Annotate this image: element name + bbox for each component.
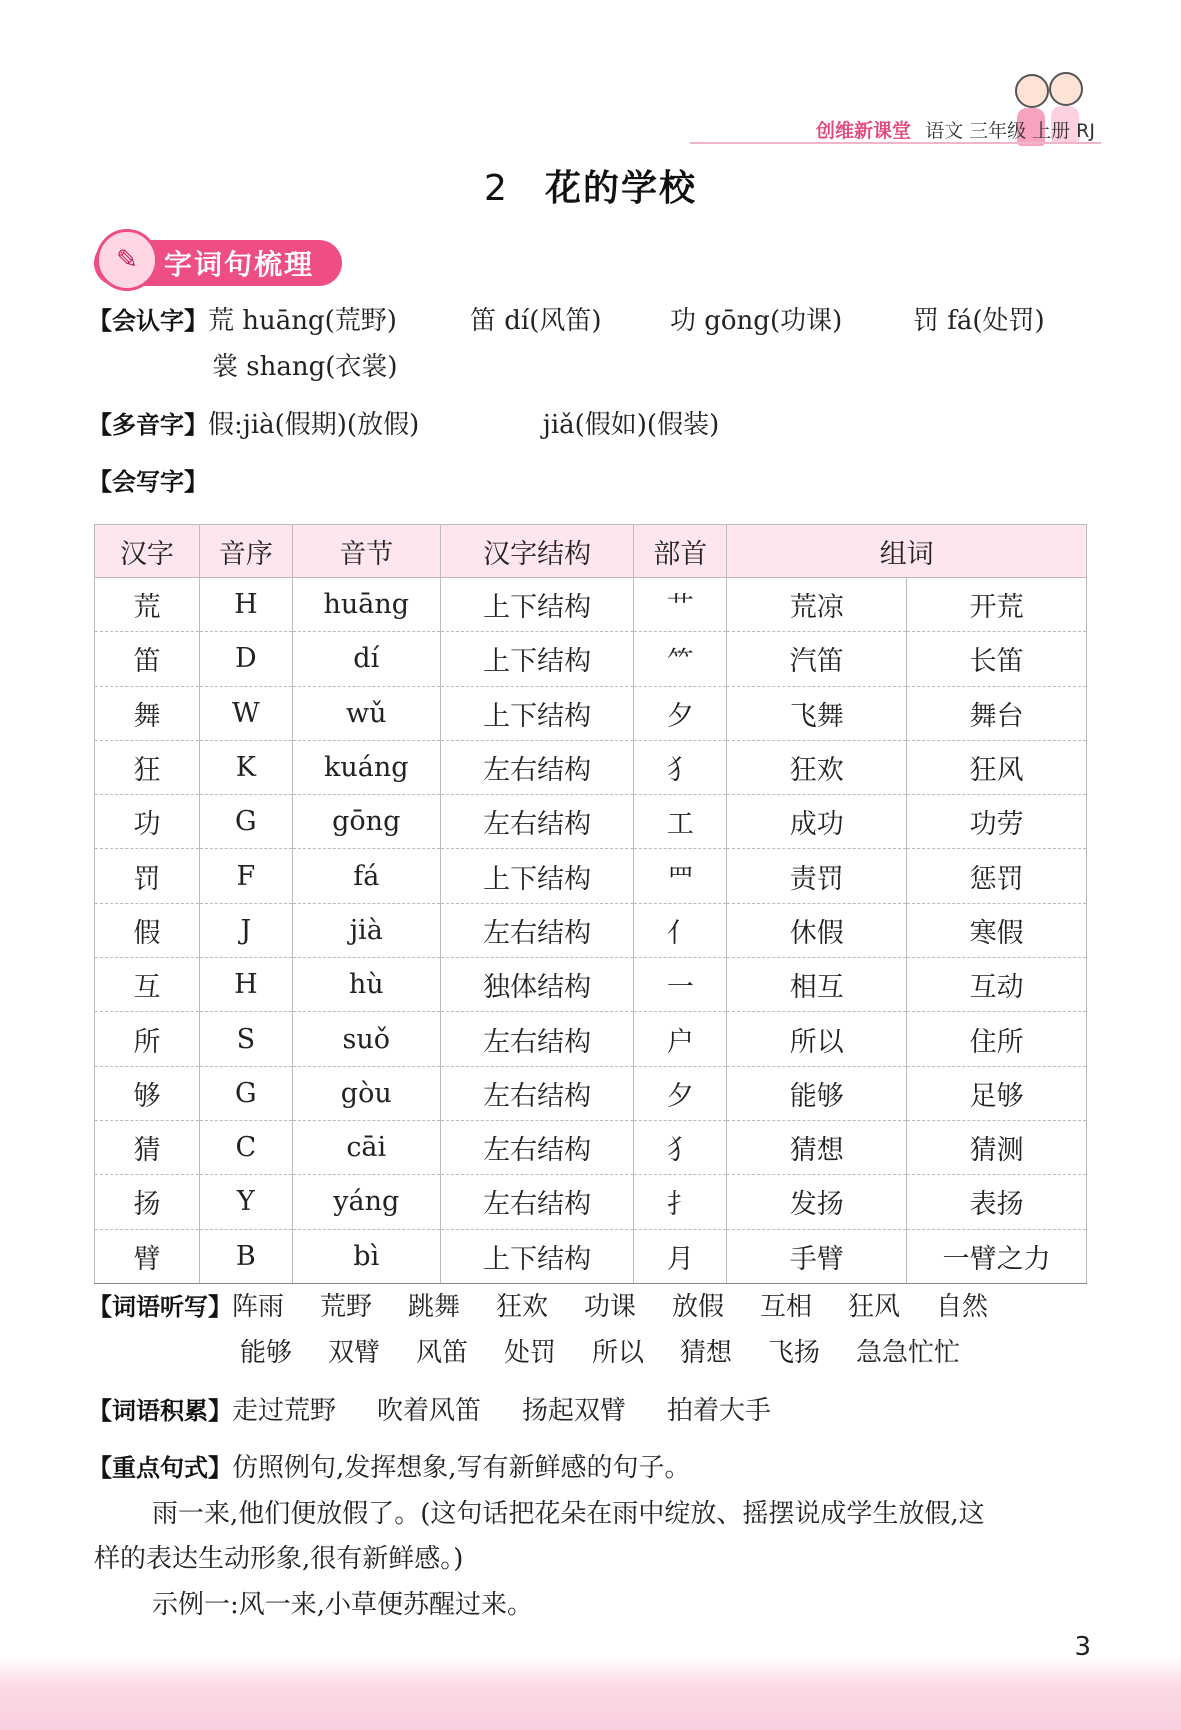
accumulate-phrase: 拍着大手 — [667, 1396, 772, 1426]
dictation-word: 放假 — [672, 1292, 725, 1322]
cell-structure: 左右结构 — [440, 903, 634, 957]
dictation-word: 飞扬 — [768, 1338, 821, 1368]
section-label: 字词句梳理 — [164, 248, 315, 281]
characters-table — [94, 524, 1087, 1284]
running-header — [816, 112, 1095, 146]
polyphone-head: 假: — [208, 410, 243, 440]
table-row — [95, 686, 1087, 740]
accumulate-phrase: 扬起双臂 — [522, 1396, 627, 1426]
cell-word: 手臂 — [727, 1229, 907, 1283]
pattern-row — [88, 1447, 691, 1484]
polyphone-row — [88, 404, 719, 441]
girl-head — [1049, 72, 1083, 106]
cell-char: 够 — [95, 1066, 200, 1120]
cell-word: 飞舞 — [727, 686, 907, 740]
cell-word: 互动 — [907, 958, 1087, 1012]
accumulate-phrase: 走过荒野 — [232, 1396, 337, 1426]
header-divider — [690, 142, 1101, 144]
recognize-row-1 — [88, 300, 1045, 337]
cell-structure: 上下结构 — [440, 578, 634, 632]
example-line-1: 雨一来,他们便放假了。(这句话把花朵在雨中绽放、摇摆说成学生放假,这 — [152, 1499, 985, 1529]
cell-pinyin: hù — [292, 958, 440, 1012]
cell-seq: D — [199, 632, 292, 686]
book-mascot-icon: ✎ — [96, 229, 158, 291]
cell-word: 相互 — [727, 958, 907, 1012]
col-header-radical: 部首 — [634, 525, 727, 578]
cell-word: 狂风 — [907, 740, 1087, 794]
cell-word: 舞台 — [907, 686, 1087, 740]
cell-radical: 户 — [634, 1012, 727, 1066]
dictation-word: 自然 — [936, 1292, 989, 1322]
cell-radical: 夕 — [634, 1066, 727, 1120]
cell-seq: F — [199, 849, 292, 903]
cell-structure: 左右结构 — [440, 1175, 634, 1229]
cell-radical: 夕 — [634, 686, 727, 740]
dictation-word: 所以 — [592, 1338, 645, 1368]
dictation-word: 阵雨 — [232, 1292, 285, 1322]
cell-word: 荒凉 — [727, 578, 907, 632]
lesson-title: 花的学校 — [544, 168, 697, 209]
cell-seq: J — [199, 903, 292, 957]
dictation-word: 急急忙忙 — [856, 1338, 961, 1368]
cell-structure: 上下结构 — [440, 849, 634, 903]
cell-radical: 犭 — [634, 740, 727, 794]
cell-word: 住所 — [907, 1012, 1087, 1066]
cell-structure: 左右结构 — [440, 1012, 634, 1066]
cell-word: 惩罚 — [907, 849, 1087, 903]
cell-char: 所 — [95, 1012, 200, 1066]
cell-pinyin: wǔ — [292, 686, 440, 740]
cell-seq: H — [199, 958, 292, 1012]
cell-seq: G — [199, 1066, 292, 1120]
dictation-row-2 — [240, 1332, 960, 1369]
cell-pinyin: jià — [292, 903, 440, 957]
cell-char: 狂 — [95, 740, 200, 794]
table-row — [95, 1120, 1087, 1174]
cell-pinyin: yáng — [292, 1175, 440, 1229]
cell-structure: 上下结构 — [440, 686, 634, 740]
table-row — [95, 795, 1087, 849]
cell-word: 所以 — [727, 1012, 907, 1066]
dictation-word: 能够 — [240, 1338, 293, 1368]
cell-word: 狂欢 — [727, 740, 907, 794]
cell-pinyin: bì — [292, 1229, 440, 1283]
cell-char: 猜 — [95, 1120, 200, 1174]
table-row — [95, 578, 1087, 632]
cell-radical: 扌 — [634, 1175, 727, 1229]
cell-char: 功 — [95, 795, 200, 849]
dictation-word: 风笛 — [416, 1338, 469, 1368]
dictation-word: 荒野 — [320, 1292, 373, 1322]
cell-seq: G — [199, 795, 292, 849]
cell-seq: S — [199, 1012, 292, 1066]
cell-word: 开荒 — [907, 578, 1087, 632]
recognize-tag: 【会认字】 — [88, 307, 208, 335]
cell-radical: 工 — [634, 795, 727, 849]
header-meta: 语文 三年级 上册 RJ — [925, 119, 1095, 142]
write-tag: 【会写字】 — [88, 468, 208, 496]
table-header-row — [95, 525, 1087, 578]
table-row — [95, 849, 1087, 903]
cell-radical: 一 — [634, 958, 727, 1012]
dictation-tag: 【词语听写】 — [88, 1293, 232, 1321]
cell-char: 罚 — [95, 849, 200, 903]
cell-pinyin: suǒ — [292, 1012, 440, 1066]
cell-radical: 亻 — [634, 903, 727, 957]
recognize-item: 裳 shang(衣裳) — [212, 352, 398, 382]
boy-head — [1015, 74, 1049, 108]
cell-seq: C — [199, 1120, 292, 1174]
table-row — [95, 1012, 1087, 1066]
dictation-word: 功课 — [584, 1292, 637, 1322]
cell-seq: H — [199, 578, 292, 632]
cell-word: 责罚 — [727, 849, 907, 903]
table-row — [95, 903, 1087, 957]
cell-pinyin: gòu — [292, 1066, 440, 1120]
cell-char: 扬 — [95, 1175, 200, 1229]
polyphone-item: jiǎ(假如)(假装) — [542, 410, 720, 440]
accumulate-phrase: 吹着风笛 — [377, 1396, 482, 1426]
cell-word: 寒假 — [907, 903, 1087, 957]
col-header-seq: 音序 — [199, 525, 292, 578]
cell-radical: ⺮ — [634, 632, 727, 686]
cell-word: 表扬 — [907, 1175, 1087, 1229]
cell-seq: K — [199, 740, 292, 794]
cell-structure: 左右结构 — [440, 1066, 634, 1120]
cell-structure: 上下结构 — [440, 1229, 634, 1283]
cell-word: 发扬 — [727, 1175, 907, 1229]
cell-structure: 独体结构 — [440, 958, 634, 1012]
cell-radical: 犭 — [634, 1120, 727, 1174]
cell-radical: 艹 — [634, 578, 727, 632]
cell-structure: 左右结构 — [440, 795, 634, 849]
recognize-item: 罚 fá(处罚) — [913, 306, 1045, 336]
dictation-word: 狂风 — [848, 1292, 901, 1322]
cell-char: 假 — [95, 903, 200, 957]
table-row — [95, 1066, 1087, 1120]
table-row — [95, 632, 1087, 686]
cell-word: 功劳 — [907, 795, 1087, 849]
col-header-words: 组词 — [727, 525, 1087, 578]
cell-word: 猜测 — [907, 1120, 1087, 1174]
page-title — [0, 160, 1181, 211]
recognize-row-2 — [212, 346, 398, 383]
cell-pinyin: huāng — [292, 578, 440, 632]
cell-pinyin: cāi — [292, 1120, 440, 1174]
example-line-2: 样的表达生动形象,很有新鲜感。) — [94, 1544, 464, 1574]
dictation-row-1 — [88, 1286, 988, 1323]
cell-word: 汽笛 — [727, 632, 907, 686]
cell-word: 一臂之力 — [907, 1229, 1087, 1283]
cell-word: 足够 — [907, 1066, 1087, 1120]
cell-char: 荒 — [95, 578, 200, 632]
polyphone-item: jià(假期)(放假) — [242, 410, 420, 440]
lesson-number: 2 — [484, 168, 509, 209]
cell-pinyin: kuáng — [292, 740, 440, 794]
cell-char: 舞 — [95, 686, 200, 740]
cell-structure: 左右结构 — [440, 1120, 634, 1174]
table-row — [95, 1175, 1087, 1229]
col-header-char: 汉字 — [95, 525, 200, 578]
polyphone-tag: 【多音字】 — [88, 411, 208, 439]
cell-structure: 左右结构 — [440, 740, 634, 794]
cell-pinyin: gōng — [292, 795, 440, 849]
write-row — [88, 462, 208, 497]
section-header — [94, 240, 342, 286]
cell-seq: B — [199, 1229, 292, 1283]
dictation-word: 双臂 — [328, 1338, 381, 1368]
cell-pinyin: fá — [292, 849, 440, 903]
cell-word: 猜想 — [727, 1120, 907, 1174]
cell-word: 成功 — [727, 795, 907, 849]
cell-word: 能够 — [727, 1066, 907, 1120]
footer-band — [0, 1658, 1181, 1730]
table-row — [95, 740, 1087, 794]
table-row — [95, 958, 1087, 1012]
cell-word: 长笛 — [907, 632, 1087, 686]
col-header-structure: 汉字结构 — [440, 525, 634, 578]
pattern-tag: 【重点句式】 — [88, 1454, 232, 1482]
dictation-word: 猜想 — [680, 1338, 733, 1368]
cell-structure: 上下结构 — [440, 632, 634, 686]
accumulate-row — [88, 1390, 771, 1427]
cell-pinyin: dí — [292, 632, 440, 686]
cell-radical: 月 — [634, 1229, 727, 1283]
recognize-item: 荒 huāng(荒野) — [208, 306, 397, 336]
cell-word: 休假 — [727, 903, 907, 957]
dictation-word: 跳舞 — [408, 1292, 461, 1322]
dictation-word: 互相 — [760, 1292, 813, 1322]
page-number: 3 — [1074, 1632, 1091, 1662]
dictation-word: 狂欢 — [496, 1292, 549, 1322]
recognize-item: 功 gōng(功课) — [670, 306, 843, 336]
header-brand: 创维新课堂 — [816, 119, 912, 142]
cell-radical: 罒 — [634, 849, 727, 903]
col-header-pinyin: 音节 — [292, 525, 440, 578]
sample-sentence: 示例一:风一来,小草便苏醒过来。 — [152, 1590, 534, 1620]
accumulate-tag: 【词语积累】 — [88, 1397, 232, 1425]
dictation-word: 处罚 — [504, 1338, 557, 1368]
cell-char: 笛 — [95, 632, 200, 686]
pattern-instruction: 仿照例句,发挥想象,写有新鲜感的句子。 — [232, 1453, 691, 1483]
cell-seq: Y — [199, 1175, 292, 1229]
recognize-item: 笛 dí(风笛) — [470, 306, 602, 336]
cell-char: 臂 — [95, 1229, 200, 1283]
table-row — [95, 1229, 1087, 1283]
cell-char: 互 — [95, 958, 200, 1012]
cell-seq: W — [199, 686, 292, 740]
